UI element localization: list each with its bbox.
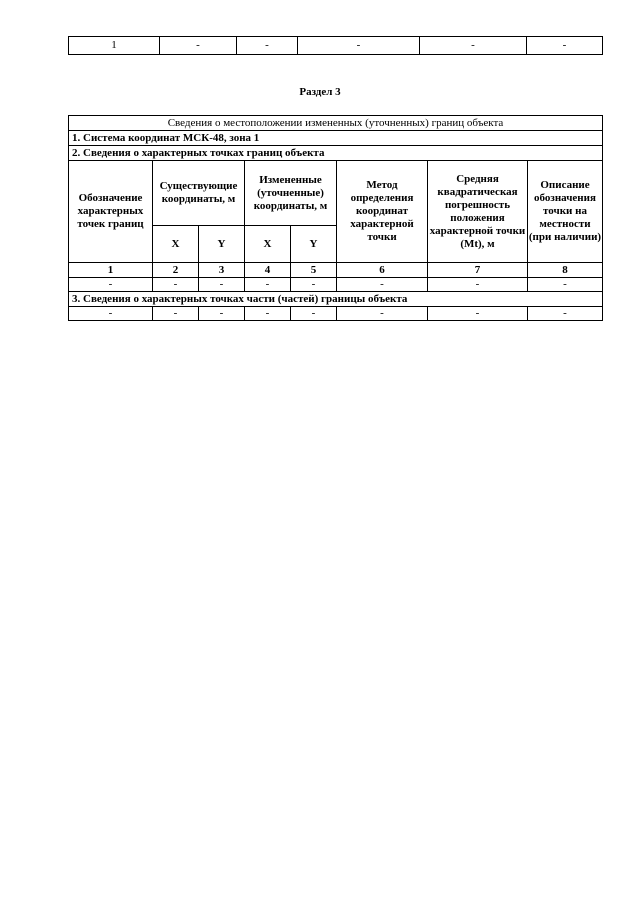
header-existing: Существующие координаты, м	[153, 161, 245, 226]
cell: -	[528, 278, 603, 292]
header-changed: Измененные (уточненные) координаты, м	[245, 161, 337, 226]
cell: -	[527, 37, 603, 55]
cell: -	[528, 307, 603, 321]
cell: -	[428, 307, 528, 321]
table-caption-row	[69, 116, 603, 131]
header-x: X	[245, 226, 291, 263]
cell: -	[245, 307, 291, 321]
cell: -	[237, 37, 298, 55]
coord-system-row	[69, 131, 603, 146]
cell: -	[291, 278, 337, 292]
points-heading-row	[69, 146, 603, 161]
header-y: Y	[199, 226, 245, 263]
table-row	[69, 37, 603, 55]
header-method: Метод определения координат характерной точки	[337, 161, 428, 263]
header-y: Y	[291, 226, 337, 263]
column-number: 7	[428, 263, 528, 278]
header-error: Средняя квадратическая погрешность положения характерной точки (Mt), м	[428, 161, 528, 263]
column-number: 8	[528, 263, 603, 278]
header-x: X	[153, 226, 199, 263]
cell: -	[199, 278, 245, 292]
parts-heading-row	[69, 292, 603, 307]
cell: -	[160, 37, 237, 55]
cell: -	[420, 37, 527, 55]
continuation-table	[68, 36, 603, 55]
cell: -	[337, 307, 428, 321]
cell: -	[298, 37, 420, 55]
header-designation: Обозначение характерных точек границ	[69, 161, 153, 263]
column-number: 6	[337, 263, 428, 278]
column-number: 5	[291, 263, 337, 278]
cell: -	[153, 307, 199, 321]
parts-heading: 3. Сведения о характерных точках части (частей) границы объекта	[69, 292, 603, 307]
boundary-points-table	[68, 115, 603, 321]
coord-system: 1. Система координат МСК-48, зона 1	[69, 131, 603, 146]
table-row	[69, 307, 603, 321]
cell: -	[69, 278, 153, 292]
cell: 1	[69, 37, 160, 55]
column-number: 2	[153, 263, 199, 278]
table-row	[69, 278, 603, 292]
header-description: Описание обозначения точки на местности (при наличии)	[528, 161, 603, 263]
section-title: Раздел 3	[299, 86, 341, 98]
column-number: 4	[245, 263, 291, 278]
column-numbers-row	[69, 263, 603, 278]
cell: -	[199, 307, 245, 321]
points-heading: 2. Сведения о характерных точках границ объекта	[69, 146, 603, 161]
cell: -	[69, 307, 153, 321]
cell: -	[291, 307, 337, 321]
cell: -	[337, 278, 428, 292]
header-row	[69, 161, 603, 226]
column-number: 1	[69, 263, 153, 278]
cell: -	[245, 278, 291, 292]
cell: -	[153, 278, 199, 292]
cell: -	[428, 278, 528, 292]
table-caption: Сведения о местоположении измененных (уточненных) границ объекта	[69, 116, 603, 131]
column-number: 3	[199, 263, 245, 278]
